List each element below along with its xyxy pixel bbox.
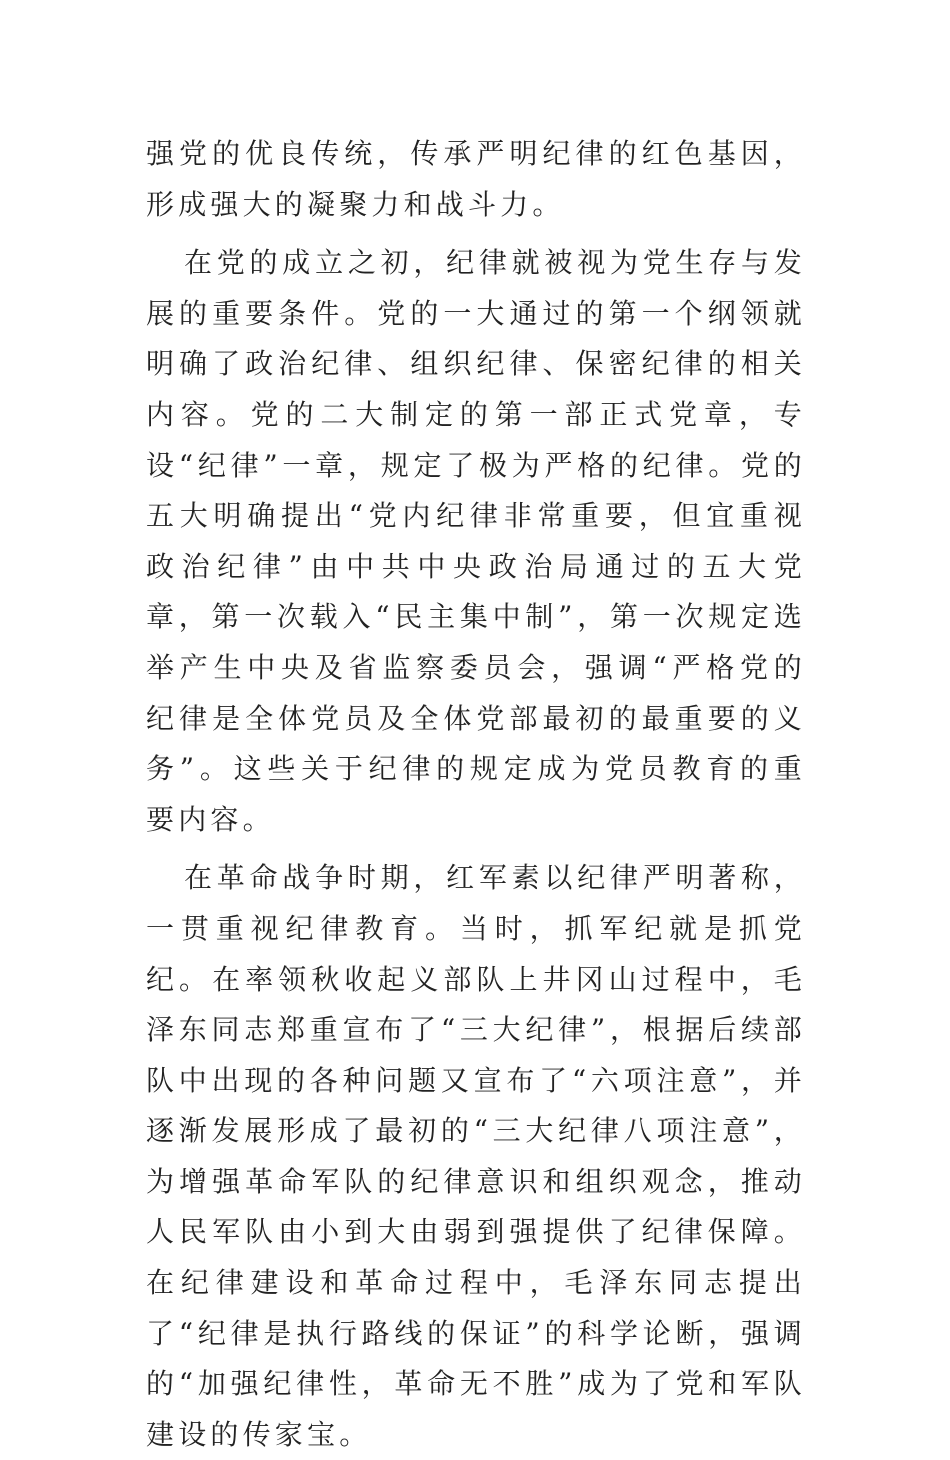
document-body [146,129,806,1460]
paragraph-party-founding: 在党的成立之初，纪律就被视为党生存与发展的重要条件。党的一大通过的第一个纲领就明确了政治纪律、组织纪律、保密纪律的相关内容。党的二大制定的第一部正式党章，专设“纪律”一章，规定了极为严格的纪律。党的五大明确提出“党内纪律非常重要，但宜重视政治纪律”由中共中央政治局通过的五大党章，第一次载入“民主集中制”，第一次规定选举产生中央及省监察委员会，强调“严格党的纪律是全体党员及全体党部最初的最重要的义务”。这些关于纪律的规定成为党员教育的重要内容。 [146,246,806,836]
paragraph-revolutionary-war: 在革命战争时期，红军素以纪律严明著称，一贯重视纪律教育。当时，抓军纪就是抓党纪。在率领秋收起义部队上井冈山过程中，毛泽东同志郑重宣布了“三大纪律”，根据后续部队中出现的各种问题又宣布了“六项注意”，并逐渐发展形成了最初的“三大纪律八项注意”，为增强革命军队的纪律意识和组织观念，推动人民军队由小到大由弱到强提供了纪律保障。在纪律建设和革命过程中，毛泽东同志提出了“纪律是执行路线的保证”的科学论断，强调的“加强纪律性，革命无不胜”成为了党和军队建设的传家宝。 [146,861,806,1451]
paragraph-continuation: 强党的优良传统，传承严明纪律的红色基因，形成强大的凝聚力和战斗力。 [146,137,806,221]
